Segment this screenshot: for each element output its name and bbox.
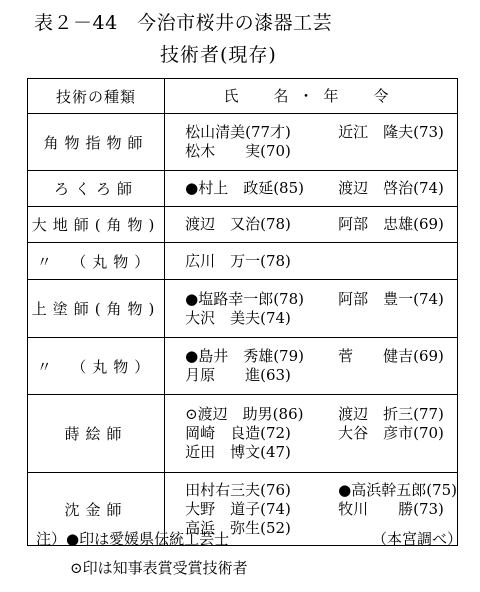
name-entry: 渡辺 啓治(74) bbox=[338, 179, 444, 197]
name-entry: ●高浜幹五郎(75) bbox=[338, 480, 457, 499]
names-cell bbox=[165, 280, 458, 338]
name-entry: 大谷 彦市(70) bbox=[338, 424, 444, 442]
kind-cell: 大地師(角物) bbox=[28, 207, 165, 243]
footnote-legend-dot: 注）●印は愛媛県伝統工芸士 bbox=[36, 530, 230, 548]
name-entry: 田村右三夫(76) bbox=[185, 480, 291, 499]
table-row bbox=[28, 338, 458, 395]
header-row bbox=[28, 79, 458, 114]
table-row bbox=[28, 395, 458, 473]
name-entry: ●村上 政延(85) bbox=[185, 179, 304, 197]
name-entry: 近田 博文(47) bbox=[185, 443, 291, 461]
craftsmen-table bbox=[27, 78, 458, 546]
names-cell bbox=[165, 171, 458, 207]
header-kind: 技術の種類 bbox=[28, 79, 165, 114]
table-row bbox=[28, 171, 458, 207]
table-row bbox=[28, 207, 458, 243]
kind-cell: ろくろ師 bbox=[28, 171, 165, 207]
kind-cell: 沈金師 bbox=[28, 473, 165, 546]
name-entry: ⊙渡辺 助男(86) bbox=[185, 405, 304, 423]
name-entry: 渡辺 又治(78) bbox=[185, 215, 291, 233]
name-entry: ●塩路幸一郎(78) bbox=[185, 289, 304, 308]
name-entry: 菅 健吉(69) bbox=[338, 347, 444, 365]
kind-cell: 〃 （丸物） bbox=[28, 338, 165, 395]
header-names: 氏 名・年 令 bbox=[165, 79, 458, 114]
name-entry: 岡崎 良造(72) bbox=[185, 424, 291, 442]
table-row bbox=[28, 280, 458, 338]
table-title: 表２－44 今治市桜井の漆器工芸 bbox=[34, 12, 333, 34]
kind-cell: 蒔絵師 bbox=[28, 395, 165, 473]
names-cell bbox=[165, 338, 458, 395]
kind-cell: 〃 （丸物） bbox=[28, 243, 165, 280]
source-note: （本宮調べ） bbox=[372, 530, 463, 548]
table-subtitle: 技術者(現存) bbox=[160, 44, 277, 66]
kind-cell: 角物指物師 bbox=[28, 114, 165, 171]
name-entry: 松山清美(77才) bbox=[185, 123, 291, 141]
name-entry: ●島井 秀雄(79) bbox=[185, 347, 304, 365]
name-entry: 月原 進(63) bbox=[185, 366, 291, 384]
name-entry: 大沢 美夫(74) bbox=[185, 308, 291, 327]
kind-cell: 上塗師(角物) bbox=[28, 280, 165, 338]
name-entry: 渡辺 折三(77) bbox=[338, 405, 444, 423]
table-row bbox=[28, 114, 458, 171]
footnote-legend-circle: ⊙印は知事表賞受賞技術者 bbox=[70, 559, 248, 577]
table-row bbox=[28, 243, 458, 280]
name-entry: 松木 実(70) bbox=[185, 142, 291, 160]
name-entry: 大野 道子(74) bbox=[185, 499, 291, 518]
names-cell bbox=[165, 395, 458, 473]
names-cell bbox=[165, 243, 458, 280]
name-entry: 牧川 勝(73) bbox=[338, 499, 444, 518]
name-entry: 阿部 忠雄(69) bbox=[338, 215, 444, 233]
name-entry: 近江 隆夫(73) bbox=[338, 123, 444, 141]
names-cell bbox=[165, 207, 458, 243]
name-entry: 高浜 弥生(52) bbox=[185, 518, 291, 537]
name-entry: 阿部 豊一(74) bbox=[338, 289, 444, 308]
names-cell bbox=[165, 114, 458, 171]
name-entry: 広川 万一(78) bbox=[185, 251, 291, 270]
